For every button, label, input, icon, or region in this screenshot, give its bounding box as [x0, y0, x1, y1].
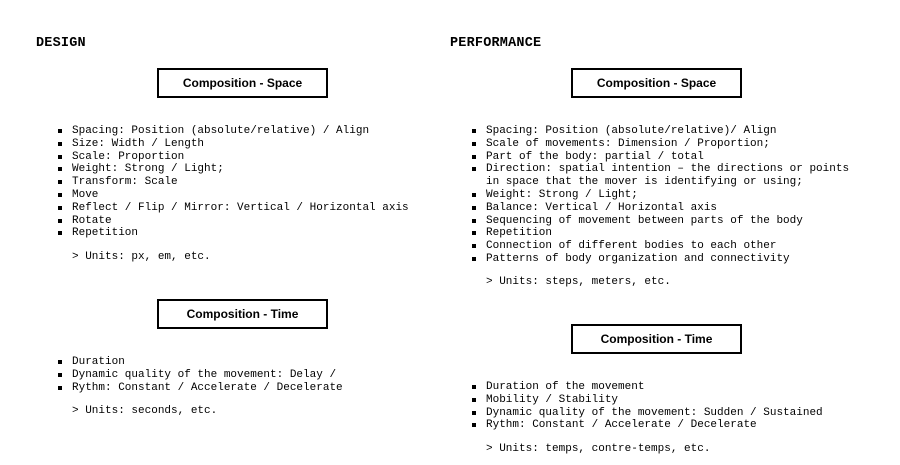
list-item: Rotate — [58, 215, 409, 228]
performance-space-list — [472, 125, 849, 266]
list-item: Spacing: Position (absolute/relative) / Align — [58, 125, 409, 138]
list-item: Move — [58, 189, 409, 202]
design-time-units: > Units: seconds, etc. — [72, 405, 218, 417]
list-item: Scale: Proportion — [58, 151, 409, 164]
list-item: Transform: Scale — [58, 176, 409, 189]
list-item: Connection of different bodies to each other — [472, 240, 849, 253]
design-time-list — [58, 356, 343, 394]
list-item: Part of the body: partial / total — [472, 151, 849, 164]
list-item: Duration of the movement — [472, 381, 823, 394]
performance-space-units: > Units: steps, meters, etc. — [486, 276, 671, 288]
design-time-box: Composition - Time — [157, 299, 328, 329]
list-item: Size: Width / Length — [58, 138, 409, 151]
list-item: Direction: spatial intention – the directions or points in space that the mover is identifying or using; — [472, 163, 849, 189]
performance-heading: PERFORMANCE — [450, 36, 542, 51]
list-item: Reflect / Flip / Mirror: Vertical / Horizontal axis — [58, 202, 409, 215]
performance-time-units: > Units: temps, contre-temps, etc. — [486, 443, 711, 455]
list-item: Patterns of body organization and connectivity — [472, 253, 849, 266]
performance-space-box: Composition - Space — [571, 68, 742, 98]
list-item: Scale of movements: Dimension / Proportion; — [472, 138, 849, 151]
list-item: Weight: Strong / Light; — [58, 163, 409, 176]
design-space-box: Composition - Space — [157, 68, 328, 98]
performance-time-box: Composition - Time — [571, 324, 742, 354]
list-item: Rythm: Constant / Accelerate / Decelerate — [472, 419, 823, 432]
list-item: Repetition — [58, 227, 409, 240]
list-item: Weight: Strong / Light; — [472, 189, 849, 202]
list-item: Duration — [58, 356, 343, 369]
list-item: Balance: Vertical / Horizontal axis — [472, 202, 849, 215]
list-item: Spacing: Position (absolute/relative)/ Align — [472, 125, 849, 138]
list-item: Repetition — [472, 227, 849, 240]
design-space-list — [58, 125, 409, 240]
performance-time-list — [472, 381, 823, 432]
list-item: Dynamic quality of the movement: Delay / — [58, 369, 343, 382]
list-item: Dynamic quality of the movement: Sudden / Sustained — [472, 407, 823, 420]
design-heading: DESIGN — [36, 36, 86, 51]
design-space-units: > Units: px, em, etc. — [72, 251, 211, 263]
list-item: Mobility / Stability — [472, 394, 823, 407]
list-item: Rythm: Constant / Accelerate / Decelerate — [58, 382, 343, 395]
list-item: Sequencing of movement between parts of the body — [472, 215, 849, 228]
